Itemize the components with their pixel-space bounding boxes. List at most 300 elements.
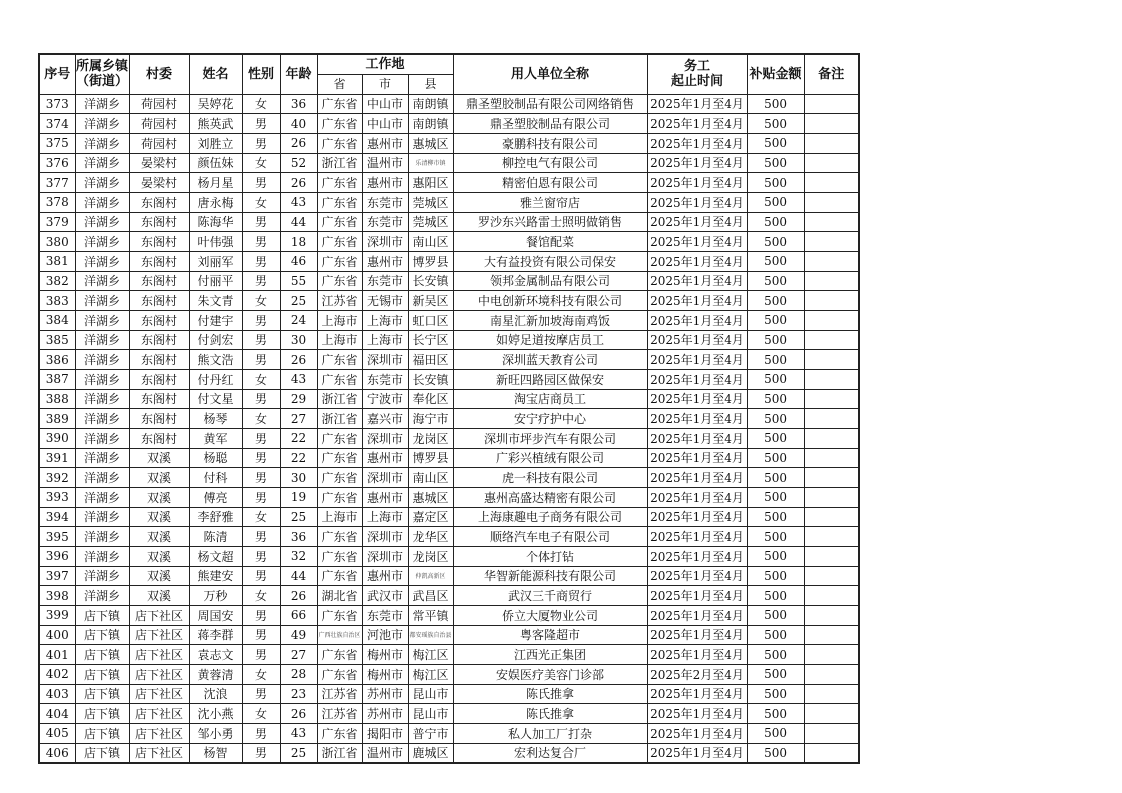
cell-village: 双溪 [129, 448, 189, 468]
cell-village: 双溪 [129, 566, 189, 586]
cell-village: 双溪 [129, 487, 189, 507]
cell-subsidy: 500 [747, 291, 804, 311]
cell-seq: 389 [39, 409, 75, 429]
cell-period: 2025年2月至4月 [647, 664, 747, 684]
cell-province: 广东省 [317, 173, 362, 193]
cell-township: 洋湖乡 [75, 487, 129, 507]
cell-seq: 400 [39, 625, 75, 645]
cell-province: 广东省 [317, 428, 362, 448]
cell-township: 洋湖乡 [75, 173, 129, 193]
cell-village: 东阁村 [129, 271, 189, 291]
cell-village: 荷园村 [129, 133, 189, 153]
header-county: 县 [408, 74, 453, 94]
table-row [39, 546, 859, 566]
cell-village: 东阁村 [129, 428, 189, 448]
cell-province: 广东省 [317, 192, 362, 212]
cell-employer: 武汉三千商贸行 [453, 586, 647, 606]
cell-county: 武昌区 [408, 586, 453, 606]
table-row [39, 724, 859, 744]
cell-employer: 陈氏推拿 [453, 684, 647, 704]
cell-name: 沈小燕 [189, 704, 242, 724]
header-gender: 性别 [242, 54, 280, 94]
cell-province: 上海市 [317, 310, 362, 330]
cell-subsidy: 500 [747, 114, 804, 134]
cell-period: 2025年1月至4月 [647, 94, 747, 114]
cell-period: 2025年1月至4月 [647, 724, 747, 744]
table-row [39, 350, 859, 370]
cell-subsidy: 500 [747, 684, 804, 704]
cell-city: 苏州市 [362, 704, 408, 724]
cell-province: 广西壮族自治区 [317, 625, 362, 645]
cell-province: 广东省 [317, 350, 362, 370]
cell-age: 36 [280, 94, 317, 114]
table-row [39, 192, 859, 212]
cell-township: 店下镇 [75, 605, 129, 625]
cell-subsidy: 500 [747, 409, 804, 429]
cell-village: 东阁村 [129, 389, 189, 409]
cell-township: 洋湖乡 [75, 192, 129, 212]
cell-period: 2025年1月至4月 [647, 153, 747, 173]
header-age: 年龄 [280, 54, 317, 94]
cell-name: 熊英武 [189, 114, 242, 134]
cell-village: 东阁村 [129, 192, 189, 212]
cell-employer: 江西光正集团 [453, 645, 647, 665]
cell-township: 洋湖乡 [75, 212, 129, 232]
cell-province: 广东省 [317, 114, 362, 134]
cell-city: 惠州市 [362, 448, 408, 468]
cell-period: 2025年1月至4月 [647, 271, 747, 291]
cell-city: 中山市 [362, 94, 408, 114]
cell-township: 洋湖乡 [75, 448, 129, 468]
cell-subsidy: 500 [747, 468, 804, 488]
cell-seq: 387 [39, 369, 75, 389]
cell-seq: 375 [39, 133, 75, 153]
cell-name: 叶伟强 [189, 232, 242, 252]
cell-employer: 个体打钻 [453, 546, 647, 566]
cell-township: 洋湖乡 [75, 271, 129, 291]
cell-county: 博罗县 [408, 251, 453, 271]
cell-province: 广东省 [317, 133, 362, 153]
cell-employer: 陈氏推拿 [453, 704, 647, 724]
cell-gender: 女 [242, 586, 280, 606]
cell-village: 东阁村 [129, 310, 189, 330]
cell-township: 洋湖乡 [75, 251, 129, 271]
cell-age: 40 [280, 114, 317, 134]
cell-name: 付科 [189, 468, 242, 488]
cell-subsidy: 500 [747, 645, 804, 665]
table-row [39, 271, 859, 291]
cell-county: 莞城区 [408, 212, 453, 232]
cell-age: 43 [280, 192, 317, 212]
cell-period: 2025年1月至4月 [647, 291, 747, 311]
subsidy-roster-table [38, 53, 860, 764]
cell-subsidy: 500 [747, 625, 804, 645]
cell-county: 长安镇 [408, 271, 453, 291]
cell-township: 洋湖乡 [75, 566, 129, 586]
cell-period: 2025年1月至4月 [647, 350, 747, 370]
cell-employer: 雅兰窗帘店 [453, 192, 647, 212]
cell-name: 傅亮 [189, 487, 242, 507]
cell-village: 店下社区 [129, 605, 189, 625]
cell-name: 邹小勇 [189, 724, 242, 744]
cell-employer: 大有益投资有限公司保安 [453, 251, 647, 271]
cell-province: 广东省 [317, 251, 362, 271]
cell-employer: 鼎圣塑胶制品有限公司网络销售 [453, 94, 647, 114]
table-row [39, 566, 859, 586]
cell-subsidy: 500 [747, 704, 804, 724]
cell-employer: 中电创新环境科技有限公司 [453, 291, 647, 311]
cell-gender: 女 [242, 409, 280, 429]
cell-remark [804, 527, 859, 547]
cell-subsidy: 500 [747, 94, 804, 114]
cell-period: 2025年1月至4月 [647, 212, 747, 232]
cell-period: 2025年1月至4月 [647, 330, 747, 350]
cell-city: 东莞市 [362, 369, 408, 389]
cell-age: 66 [280, 605, 317, 625]
cell-province: 广东省 [317, 566, 362, 586]
cell-age: 43 [280, 369, 317, 389]
cell-county: 长宁区 [408, 330, 453, 350]
cell-age: 52 [280, 153, 317, 173]
cell-gender: 女 [242, 153, 280, 173]
cell-gender: 女 [242, 704, 280, 724]
cell-township: 店下镇 [75, 704, 129, 724]
cell-city: 武汉市 [362, 586, 408, 606]
cell-seq: 380 [39, 232, 75, 252]
cell-employer: 淘宝店商员工 [453, 389, 647, 409]
cell-remark [804, 487, 859, 507]
cell-remark [804, 251, 859, 271]
cell-name: 陈海华 [189, 212, 242, 232]
cell-province: 广东省 [317, 487, 362, 507]
cell-county: 嘉定区 [408, 507, 453, 527]
cell-township: 洋湖乡 [75, 153, 129, 173]
cell-city: 东莞市 [362, 271, 408, 291]
cell-village: 东阁村 [129, 232, 189, 252]
cell-period: 2025年1月至4月 [647, 704, 747, 724]
cell-seq: 391 [39, 448, 75, 468]
cell-remark [804, 271, 859, 291]
cell-township: 洋湖乡 [75, 428, 129, 448]
cell-gender: 男 [242, 566, 280, 586]
cell-seq: 395 [39, 527, 75, 547]
cell-employer: 深圳市坪步汽车有限公司 [453, 428, 647, 448]
cell-subsidy: 500 [747, 330, 804, 350]
cell-period: 2025年1月至4月 [647, 527, 747, 547]
cell-remark [804, 369, 859, 389]
cell-county: 南朗镇 [408, 94, 453, 114]
cell-gender: 男 [242, 251, 280, 271]
cell-period: 2025年1月至4月 [647, 605, 747, 625]
cell-province: 浙江省 [317, 409, 362, 429]
cell-county: 普宁市 [408, 724, 453, 744]
cell-province: 广东省 [317, 468, 362, 488]
cell-remark [804, 546, 859, 566]
cell-name: 杨文超 [189, 546, 242, 566]
table-row [39, 212, 859, 232]
cell-remark [804, 428, 859, 448]
cell-county: 惠城区 [408, 133, 453, 153]
cell-city: 上海市 [362, 310, 408, 330]
cell-township: 洋湖乡 [75, 507, 129, 527]
cell-city: 惠州市 [362, 173, 408, 193]
header-name: 姓名 [189, 54, 242, 94]
cell-township: 洋湖乡 [75, 232, 129, 252]
cell-subsidy: 500 [747, 487, 804, 507]
cell-age: 43 [280, 724, 317, 744]
header-seq: 序号 [39, 54, 75, 94]
cell-province: 广东省 [317, 232, 362, 252]
cell-subsidy: 500 [747, 192, 804, 212]
cell-city: 惠州市 [362, 566, 408, 586]
cell-seq: 374 [39, 114, 75, 134]
cell-name: 万秒 [189, 586, 242, 606]
cell-township: 洋湖乡 [75, 409, 129, 429]
cell-gender: 男 [242, 350, 280, 370]
cell-remark [804, 153, 859, 173]
table-row [39, 369, 859, 389]
table-row [39, 173, 859, 193]
cell-province: 江苏省 [317, 291, 362, 311]
cell-employer: 上海康趣电子商务有限公司 [453, 507, 647, 527]
cell-age: 29 [280, 389, 317, 409]
cell-county: 龙岗区 [408, 546, 453, 566]
cell-remark [804, 192, 859, 212]
cell-period: 2025年1月至4月 [647, 114, 747, 134]
cell-period: 2025年1月至4月 [647, 192, 747, 212]
cell-city: 深圳市 [362, 468, 408, 488]
cell-name: 周国安 [189, 605, 242, 625]
cell-seq: 383 [39, 291, 75, 311]
cell-city: 河池市 [362, 625, 408, 645]
cell-name: 蒋李群 [189, 625, 242, 645]
cell-city: 无锡市 [362, 291, 408, 311]
cell-name: 黄军 [189, 428, 242, 448]
cell-remark [804, 330, 859, 350]
table-row [39, 645, 859, 665]
cell-name: 熊建安 [189, 566, 242, 586]
cell-name: 唐永梅 [189, 192, 242, 212]
cell-gender: 女 [242, 192, 280, 212]
cell-province: 广东省 [317, 645, 362, 665]
cell-township: 洋湖乡 [75, 330, 129, 350]
header-township [75, 54, 129, 94]
cell-employer: 罗沙东兴路雷士照明做销售 [453, 212, 647, 232]
cell-gender: 女 [242, 94, 280, 114]
cell-name: 付剑宏 [189, 330, 242, 350]
cell-village: 店下社区 [129, 684, 189, 704]
table-row [39, 291, 859, 311]
cell-seq: 379 [39, 212, 75, 232]
cell-employer: 如婷足道按摩店员工 [453, 330, 647, 350]
cell-city: 惠州市 [362, 487, 408, 507]
cell-seq: 406 [39, 743, 75, 763]
cell-employer: 华智新能源科技有限公司 [453, 566, 647, 586]
cell-city: 嘉兴市 [362, 409, 408, 429]
cell-province: 广东省 [317, 448, 362, 468]
cell-county: 南山区 [408, 232, 453, 252]
cell-seq: 376 [39, 153, 75, 173]
cell-village: 东阁村 [129, 369, 189, 389]
cell-remark [804, 645, 859, 665]
cell-village: 店下社区 [129, 664, 189, 684]
cell-county: 常平镇 [408, 605, 453, 625]
cell-name: 李舒雅 [189, 507, 242, 527]
cell-county: 南山区 [408, 468, 453, 488]
cell-province: 广东省 [317, 605, 362, 625]
cell-age: 26 [280, 586, 317, 606]
cell-province: 浙江省 [317, 743, 362, 763]
cell-period: 2025年1月至4月 [647, 625, 747, 645]
cell-township: 洋湖乡 [75, 350, 129, 370]
cell-age: 49 [280, 625, 317, 645]
table-row [39, 684, 859, 704]
cell-employer: 鼎圣塑胶制品有限公司 [453, 114, 647, 134]
cell-period: 2025年1月至4月 [647, 468, 747, 488]
cell-province: 广东省 [317, 527, 362, 547]
table-row [39, 232, 859, 252]
cell-township: 洋湖乡 [75, 389, 129, 409]
cell-city: 深圳市 [362, 350, 408, 370]
cell-province: 江苏省 [317, 684, 362, 704]
cell-remark [804, 566, 859, 586]
cell-age: 25 [280, 743, 317, 763]
cell-county: 新吴区 [408, 291, 453, 311]
cell-age: 26 [280, 133, 317, 153]
cell-gender: 男 [242, 487, 280, 507]
cell-county: 梅江区 [408, 664, 453, 684]
cell-seq: 393 [39, 487, 75, 507]
cell-village: 东阁村 [129, 291, 189, 311]
table-row [39, 389, 859, 409]
cell-seq: 392 [39, 468, 75, 488]
cell-name: 付丹红 [189, 369, 242, 389]
cell-county: 都安瑶族自治县 [408, 625, 453, 645]
cell-county: 莞城区 [408, 192, 453, 212]
cell-name: 付丽平 [189, 271, 242, 291]
cell-remark [804, 448, 859, 468]
cell-county: 长安镇 [408, 369, 453, 389]
cell-age: 19 [280, 487, 317, 507]
cell-age: 26 [280, 173, 317, 193]
cell-remark [804, 507, 859, 527]
cell-subsidy: 500 [747, 546, 804, 566]
cell-name: 杨琴 [189, 409, 242, 429]
cell-employer: 领邦金属制品有限公司 [453, 271, 647, 291]
table-row [39, 704, 859, 724]
cell-township: 店下镇 [75, 724, 129, 744]
cell-period: 2025年1月至4月 [647, 546, 747, 566]
cell-seq: 405 [39, 724, 75, 744]
cell-name: 沈浪 [189, 684, 242, 704]
cell-employer: 安宁疗护中心 [453, 409, 647, 429]
cell-subsidy: 500 [747, 448, 804, 468]
cell-subsidy: 500 [747, 251, 804, 271]
table-row [39, 507, 859, 527]
cell-gender: 男 [242, 546, 280, 566]
cell-county: 博罗县 [408, 448, 453, 468]
cell-employer: 餐馆配菜 [453, 232, 647, 252]
cell-period: 2025年1月至4月 [647, 428, 747, 448]
cell-name: 付文星 [189, 389, 242, 409]
table-row [39, 468, 859, 488]
cell-township: 洋湖乡 [75, 310, 129, 330]
cell-gender: 男 [242, 271, 280, 291]
cell-name: 杨月星 [189, 173, 242, 193]
table-row [39, 133, 859, 153]
header-township-label: 所属乡镇 [75, 59, 128, 75]
cell-period: 2025年1月至4月 [647, 487, 747, 507]
cell-county: 龙华区 [408, 527, 453, 547]
cell-village: 东阁村 [129, 251, 189, 271]
cell-village: 晏梁村 [129, 173, 189, 193]
cell-city: 深圳市 [362, 527, 408, 547]
cell-seq: 386 [39, 350, 75, 370]
table-row [39, 94, 859, 114]
cell-age: 46 [280, 251, 317, 271]
header-remark: 备注 [804, 54, 859, 94]
cell-subsidy: 500 [747, 527, 804, 547]
cell-village: 东阁村 [129, 212, 189, 232]
cell-remark [804, 133, 859, 153]
cell-period: 2025年1月至4月 [647, 232, 747, 252]
cell-province: 广东省 [317, 664, 362, 684]
cell-remark [804, 743, 859, 763]
cell-county: 惠阳区 [408, 173, 453, 193]
cell-age: 30 [280, 330, 317, 350]
cell-remark [804, 232, 859, 252]
cell-subsidy: 500 [747, 389, 804, 409]
cell-township: 店下镇 [75, 684, 129, 704]
cell-gender: 男 [242, 114, 280, 134]
cell-period: 2025年1月至4月 [647, 743, 747, 763]
cell-name: 黄蓉清 [189, 664, 242, 684]
cell-province: 广东省 [317, 724, 362, 744]
cell-period: 2025年1月至4月 [647, 586, 747, 606]
cell-village: 东阁村 [129, 330, 189, 350]
cell-city: 惠州市 [362, 133, 408, 153]
cell-township: 洋湖乡 [75, 586, 129, 606]
cell-province: 浙江省 [317, 389, 362, 409]
cell-employer: 广彩兴植绒有限公司 [453, 448, 647, 468]
cell-seq: 403 [39, 684, 75, 704]
cell-province: 广东省 [317, 94, 362, 114]
table-row [39, 330, 859, 350]
cell-age: 23 [280, 684, 317, 704]
cell-gender: 男 [242, 527, 280, 547]
cell-name: 陈清 [189, 527, 242, 547]
cell-village: 店下社区 [129, 625, 189, 645]
table-row [39, 114, 859, 134]
cell-village: 双溪 [129, 507, 189, 527]
cell-remark [804, 625, 859, 645]
cell-remark [804, 310, 859, 330]
cell-remark [804, 409, 859, 429]
cell-remark [804, 605, 859, 625]
cell-gender: 男 [242, 310, 280, 330]
cell-subsidy: 500 [747, 350, 804, 370]
cell-name: 刘胜立 [189, 133, 242, 153]
cell-subsidy: 500 [747, 232, 804, 252]
cell-seq: 381 [39, 251, 75, 271]
cell-township: 店下镇 [75, 743, 129, 763]
header-workplace: 工作地 [317, 54, 453, 74]
cell-subsidy: 500 [747, 566, 804, 586]
cell-township: 洋湖乡 [75, 94, 129, 114]
cell-province: 广东省 [317, 546, 362, 566]
cell-age: 26 [280, 350, 317, 370]
cell-township: 洋湖乡 [75, 133, 129, 153]
